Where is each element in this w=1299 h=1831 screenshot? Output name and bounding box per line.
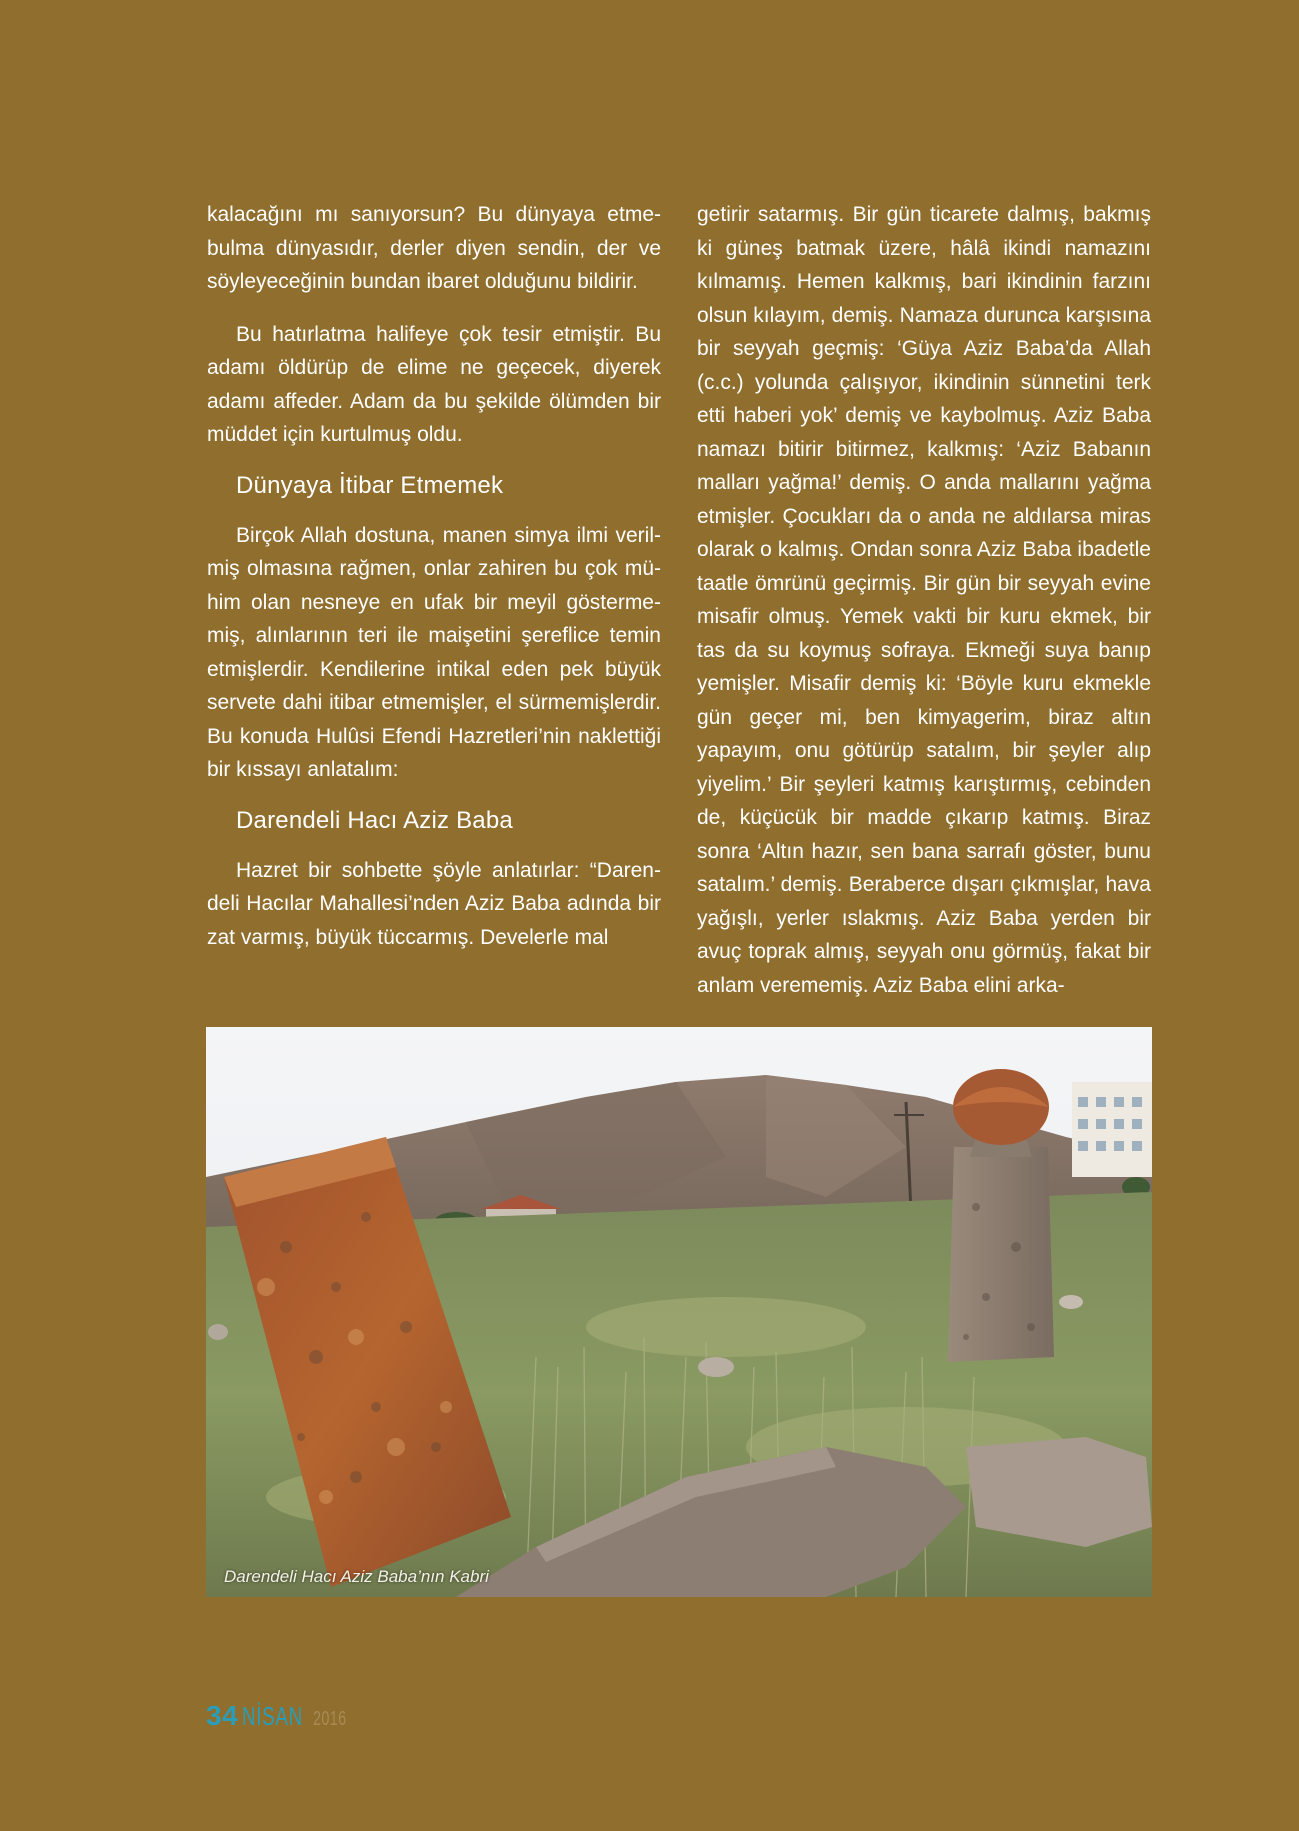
page-footer	[206, 1700, 359, 1734]
right-text-column	[697, 198, 1151, 1021]
paragraph: kalacağını mı sanıyorsun? Bu dünyaya etmebulma dünyasıdır, derler diyen sendin, der ve söyleyeceğinin bundan ibaret olduğunu bildirir.	[207, 203, 661, 293]
photo-illustration	[206, 1027, 1152, 1597]
magazine-year: 2016	[312, 1708, 347, 1730]
gravestone-photo	[206, 1027, 1152, 1597]
paragraph: getirir satarmış. Bir gün ticarete dalmış, bakmış ki güneş batmak üzere, hâlâ ikindi namazını kılmamış. Hemen kalkmış, bari ikindinin farzını olsun kılayım, demiş. Namaza durunca karşısına bir seyyah geçmiş: ‘Güya Aziz Baba’da Allah (c.c.) yolunda çalışıyor, ikindinin sünnetini terk etti haberi yok’ demiş ve kaybolmuş. Aziz Baba namazı bitirir bitirmez, kalkmış: ‘Aziz Babanın malları yağma!’ demiş. O anda mallarını yağma etmişler. Çocukları da o anda ne aldılarsa miras olarak o kalmış. Ondan sonra Aziz Baba ibadetle taatle ömrünü geçirmiş. Bir gün bir seyyah evine misafir olmuş. Yemek vakti bir kuru ekmek, bir tas da su koymuş sofraya. Ekmeği suya banıp yemişler. Misafir demiş ki: ‘Böyle kuru ekmekle gün geçer mi, ben kimyagerim, biraz altın yapayım, onu götürüp satalım, bir şeyler alıp yiyelim.’ Bir şeyleri katmış karıştırmış, cebinden de, küçücük bir madde çıkarıp katmış. Biraz sonra ‘Altın hazır, sen bana sarrafı göster, bunu satalım.’ demiş. Beraberce dışarı çıkmışlar, hava yağışlı, yerler ıslakmış. Aziz Baba yerden bir avuç toprak almış, seyyah onu görmüş, fakat bir anlam verememiş. Aziz Baba elini arka-	[697, 203, 1151, 997]
section-heading: Dünyaya İtibar Etmemek	[236, 471, 504, 499]
photo-caption: Darendeli Hacı Aziz Baba’nın Kabri	[224, 1567, 489, 1586]
section-heading: Darendeli Hacı Aziz Baba	[236, 806, 513, 834]
page-number: 34	[206, 1700, 239, 1731]
magazine-name: NİSAN	[242, 1701, 303, 1731]
paragraph: Birçok Allah dostuna, manen simya ilmi verilmiş olmasına rağmen, onlar zahiren bu çok mühim olan nesneye en ufak bir meyil göstermemiş, alınlarının teri ile maişetini şereflice temin etmişlerdir. Kendilerine intikal eden pek büyük servete dahi itibar etmemişler, el sürmemişlerdir. Bu konuda Hulûsi Efendi Hazretleri’nin naklettiği bir kıssayı anlatalım:	[207, 523, 661, 781]
paragraph: Hazret bir sohbette şöyle anlatırlar: “Darendeli Hacılar Mahallesi’nden Aziz Baba adında bir zat varmış, büyük tüccarmış. Develerle mal	[207, 858, 661, 949]
paragraph: Bu hatırlatma halifeye çok tesir etmiştir. Bu adamı öldürüp de elime ne geçecek, diyerek adamı affeder. Adam da bu şekilde ölümden bir müddet için kurtulmuş oldu.	[207, 322, 661, 446]
left-text-column	[207, 198, 661, 973]
